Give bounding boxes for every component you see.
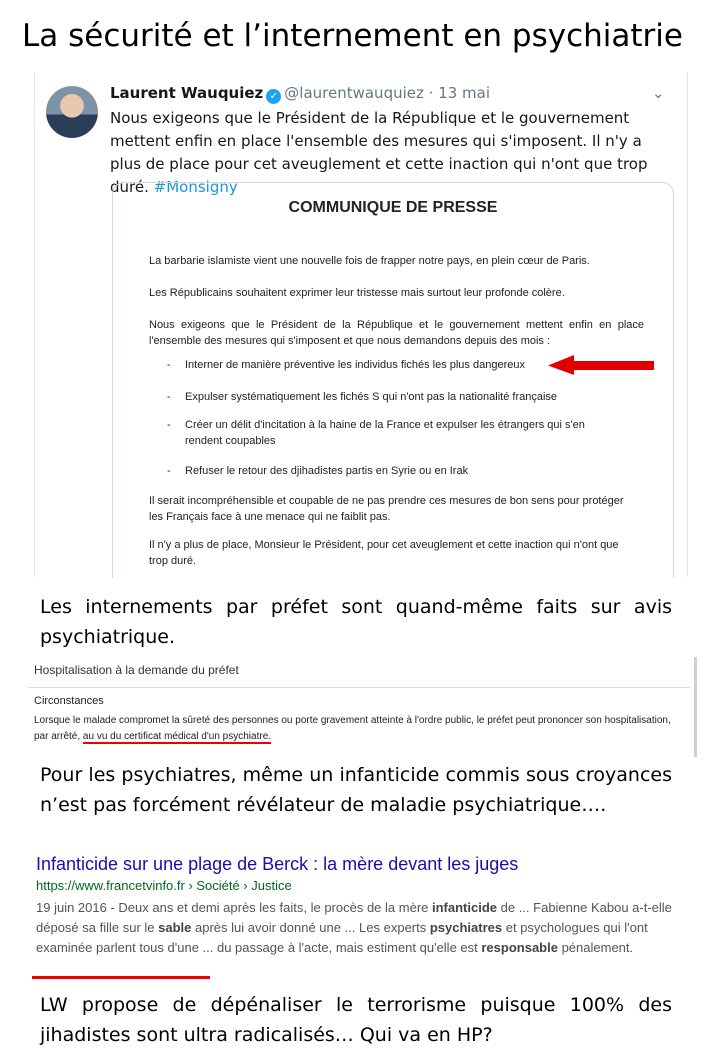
tweet-handle[interactable]: @laurentwauquiez: [284, 84, 424, 102]
press-paragraph: Nous exigeons que le Président de la République et le gouvernement mettent enfin en place l'ensemble des mesures qui s'imposent et que nous demandons depuis des mois :: [149, 319, 644, 347]
caption-conclusion: LW propose de dépénaliser le terrorisme puisque 100% des jihadistes sont ultra radicalisés… Qui va en HP?: [40, 994, 672, 1046]
hosp-highlight: au vu du certificat médical d'un psychiatre.: [82, 731, 272, 742]
verified-badge-icon: ✓: [266, 89, 281, 104]
red-arrow-icon: [548, 355, 656, 375]
press-paragraph: Il serait incompréhensible et coupable de ne pas prendre ces mesures de bon sens pour protéger les Français face à une menace qui ne faiblit pas.: [149, 495, 624, 523]
hospitalisation-panel: [28, 657, 697, 757]
bullet-text: Créer un délit d'incitation à la haine de la France et expulser les étrangers qui s'en rendent coupables: [185, 419, 585, 447]
press-paragraph: Il n'y a plus de place, Monsieur le Président, pour cet aveuglement et cette inaction qui n'ont que trop duré.: [149, 539, 619, 567]
bullet-text: Expulser systématiquement les fichés S qui n'ont pas la nationalité française: [185, 391, 558, 403]
snippet-bold: psychiatres: [429, 920, 503, 935]
press-release-image[interactable]: [112, 182, 674, 578]
press-bullet: [167, 389, 625, 405]
snippet-text: 19 juin 2016 - Deux ans et demi après les faits, le procès de la mère: [36, 900, 432, 915]
snippet-text: et psychologues qui l'ont examinée parlent tous d'une ... du passage à l'acte, mais estiment qu'elle est: [36, 920, 648, 955]
tweet-header: [110, 84, 490, 104]
chevron-down-icon[interactable]: ⌄: [652, 84, 665, 102]
avatar[interactable]: [46, 86, 98, 138]
hosp-body-text: Lorsque le malade compromet la sûreté des personnes ou porte gravement atteinte à l'ordre public, le préfet peut prononcer son hospitalisation, par arrêté,: [34, 715, 671, 742]
bullet-dash: -: [167, 465, 171, 477]
bullet-dash: -: [167, 359, 171, 371]
snippet-bold: infanticide: [432, 900, 498, 915]
tweet-hashtag[interactable]: #Monsigny: [153, 178, 238, 196]
snippet-text: de ... Fabienne Kabou a-t-elle déposé sa fille sur le: [36, 900, 672, 935]
slide-title: La sécurité et l’internement en psychiatrie: [22, 18, 683, 54]
press-bullet: [167, 463, 585, 479]
hosp-body: [34, 713, 686, 745]
press-bullet: [167, 417, 585, 449]
caption-infanticide: Pour les psychiatres, même un infanticide commis sous croyances n’est pas forcément révélateur de maladie psychiatrique….: [40, 764, 672, 816]
snippet-bold: sable: [158, 920, 192, 935]
hosp-subtitle: Circonstances: [34, 695, 104, 707]
bullet-dash: -: [167, 391, 171, 403]
press-paragraph: La barbarie islamiste vient une nouvelle fois de frapper notre pays, en plein cœur de Paris.: [149, 255, 590, 267]
search-result-title[interactable]: Infanticide sur une plage de Berck : la mère devant les juges: [36, 854, 519, 874]
tweet-separator: ·: [423, 84, 439, 102]
snippet-bold: responsable: [481, 940, 558, 955]
press-paragraph: Les Républicains souhaitent exprimer leur tristesse mais surtout leur profonde colère.: [149, 287, 565, 299]
tweet-author-name[interactable]: Laurent Wauquiez: [110, 84, 264, 102]
search-result-snippet: [36, 898, 686, 958]
bullet-text: Interner de manière préventive les individus fichés les plus dangereux: [185, 359, 525, 371]
tweet-date[interactable]: 13 mai: [438, 84, 491, 102]
divider: [28, 687, 690, 688]
snippet-text: après lui avoir donné une ... Les experts: [191, 920, 430, 935]
caption-prefect: Les internements par préfet sont quand-même faits sur avis psychiatrique.: [40, 596, 672, 648]
red-underline: [32, 976, 210, 979]
press-bullet: [167, 357, 585, 373]
hosp-title: Hospitalisation à la demande du préfet: [34, 663, 239, 677]
tweet-body: Nous exigeons que le Président de la République et le gouvernement mettent enfin en place l'ensemble des mesures qui s'imposent. Il n'y a plus de place pour cet aveuglement et cette inaction qui n'ont que trop duré.: [110, 109, 648, 196]
bullet-dash: -: [167, 419, 171, 431]
bullet-text: Refuser le retour des djihadistes partis en Syrie ou en Irak: [185, 465, 469, 477]
press-release-title: COMMUNIQUE DE PRESSE: [288, 199, 498, 216]
snippet-text: pénalement.: [557, 940, 634, 955]
search-result-url[interactable]: https://www.francetvinfo.fr › Société › Justice: [36, 878, 292, 893]
